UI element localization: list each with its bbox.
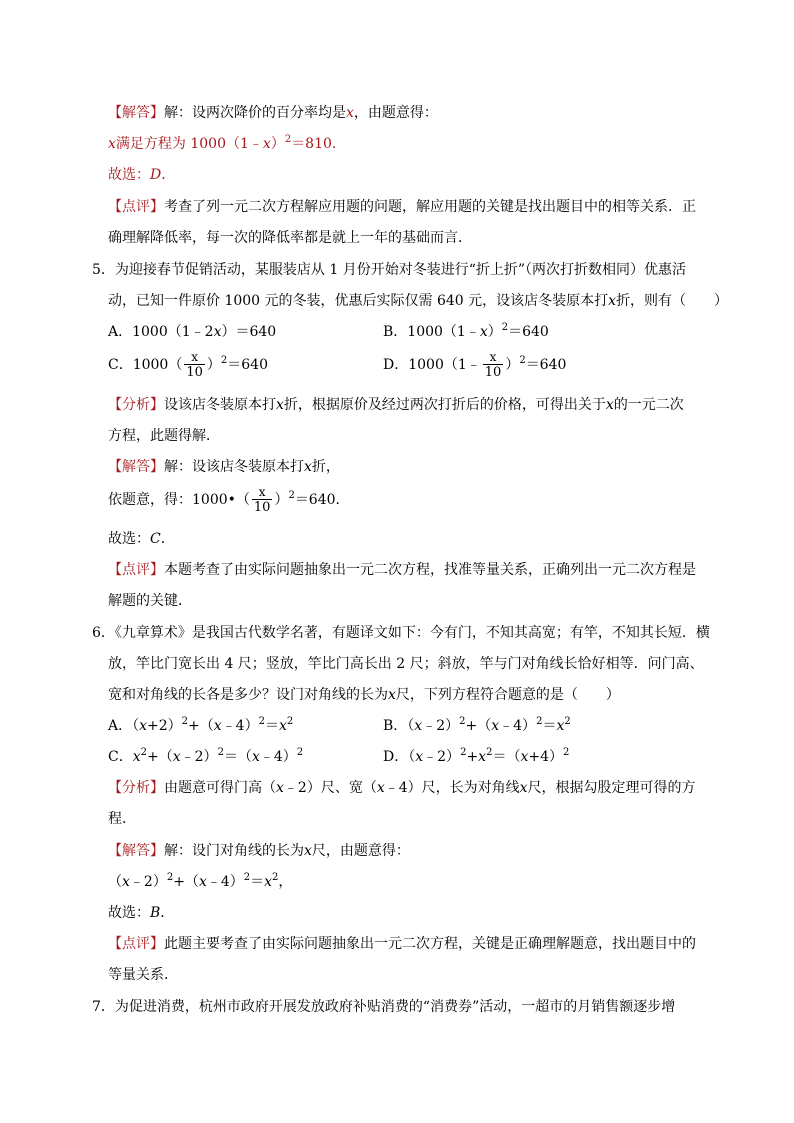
q5-option-c: C．1000（ $\frac{x}{10}$ ）$^2$＝640	[108, 350, 268, 380]
q5-stem-line-2: 动，已知一件原价 1000 元的冬装，优惠后实际仅需 640 元，设该店冬装原本打x折，则有（ ）	[108, 293, 729, 309]
fraction: $\frac{x}{10}$	[186, 350, 203, 380]
fraction: $\frac{x}{10}$	[484, 350, 502, 380]
q6-stem-line-2: 放，竿比门宽长出 4 尺；竖放，竿比门高长出 2 尺；斜放，竿与门对角线长恰好相等．问门高、	[108, 656, 704, 672]
comment-tag: 【点评】	[108, 936, 164, 952]
q6-stem-line-3: 宽和对角线的长各是多少？设门对角线的长为x尺，下列方程符合题意的是（ ）	[108, 687, 620, 703]
analysis-tag: 【分析】	[108, 397, 164, 413]
p4-equation-line: x满足方程为 1000（1﹣x）$^2$＝810．	[108, 134, 346, 152]
q6-comment-line-2: 等量关系．	[108, 967, 178, 983]
q6-option-d: D．$(x﹣2)^2+x^2=(x+4)^2$	[383, 747, 570, 765]
question-number: 6．	[92, 625, 115, 641]
q5-option-b: B．1000（1﹣x）$^2$＝640	[383, 322, 549, 340]
fraction: $\frac{x}{10}$	[253, 485, 271, 515]
comment-tag: 【点评】	[108, 562, 164, 578]
analysis-tag: 【分析】	[108, 780, 164, 796]
q6-comment-line-1: 【点评】此题主要考查了由实际问题抽象出一元二次方程，关键是正确理解题意，找出题目中的	[108, 936, 696, 952]
q5-choice-line: 故选：C．	[108, 531, 175, 547]
q5-comment-line-1: 【点评】本题考查了由实际问题抽象出一元二次方程，找准等量关系，正确列出一元二次方程是	[108, 562, 696, 578]
question-number: 7．	[92, 999, 115, 1015]
q6-analysis-line-1: 【分析】由题意可得门高（x﹣2）尺、宽（x﹣4）尺，长为对角线x尺，根据勾股定理可得的方	[108, 780, 696, 796]
p4-answer-line: 【解答】解：设两次降价的百分率均是x，由题意得：	[108, 105, 438, 121]
q5-answer-line: 【解答】解：设该店冬装原本打x折，	[108, 459, 340, 475]
q5-equation-line: 依题意，得：1000•（ $\frac{x}{10}$ ）$^2$＝640．	[108, 485, 350, 515]
q5-analysis-line-2: 方程，此题得解．	[108, 428, 220, 444]
q5-analysis-line-1: 【分析】设该店冬装原本打x折，根据原价及经过两次打折后的价格，可得出关于x的一元二次	[108, 397, 684, 413]
q5-option-d: D．1000（1﹣ $\frac{x}{10}$ ）$^2$＝640	[383, 350, 567, 380]
comment-tag: 【点评】	[108, 199, 164, 215]
answer-tag: 【解答】	[108, 843, 164, 859]
q6-option-a: A．$(x+2)^2+(x﹣4)^2=x^2$	[108, 716, 294, 734]
q6-equation-line: $(x﹣2)^2+(x﹣4)^2=x^2$，	[108, 872, 293, 890]
p4-choice-line: 故选：D．	[108, 167, 176, 183]
q6-stem-line-1: 6．《九章算术》是我国古代数学名著，有题译文如下：今有门，不知其高宽；有竿，不知其长短．横	[92, 625, 710, 641]
q6-option-b: B．$(x﹣2)^2+(x﹣4)^2=x^2$	[383, 716, 571, 734]
q6-answer-line: 【解答】解：设门对角线的长为x尺，由题意得：	[108, 843, 410, 859]
q7-stem-line-1: 7．为促进消费，杭州市政府开展发放政府补贴消费的“消费券”活动，一超市的月销售额逐步增	[92, 999, 676, 1015]
answer-tag: 【解答】	[108, 459, 164, 475]
q5-comment-line-2: 解题的关键．	[108, 593, 192, 609]
p4-comment-line-1: 【点评】考查了列一元二次方程解应用题的问题，解应用题的关键是找出题目中的相等关系．正	[108, 199, 696, 215]
q6-analysis-line-2: 程．	[108, 811, 136, 827]
q5-stem-line-1: 5．为迎接春节促销活动，某服装店从 1 月份开始对冬装进行“折上折”（两次打折数相同）优惠活	[92, 262, 687, 278]
p4-comment-line-2: 确理解降低率，每一次的降低率都是就上一年的基础而言．	[108, 230, 472, 246]
q5-option-a: A．1000（1﹣2x）＝640	[108, 324, 277, 340]
q6-choice-line: 故选：B．	[108, 905, 175, 921]
question-number: 5．	[92, 262, 115, 278]
answer-tag: 【解答】	[108, 105, 164, 121]
q6-option-c: C．$x^2+(x﹣2)^2=(x﹣4)^2$	[108, 747, 304, 765]
